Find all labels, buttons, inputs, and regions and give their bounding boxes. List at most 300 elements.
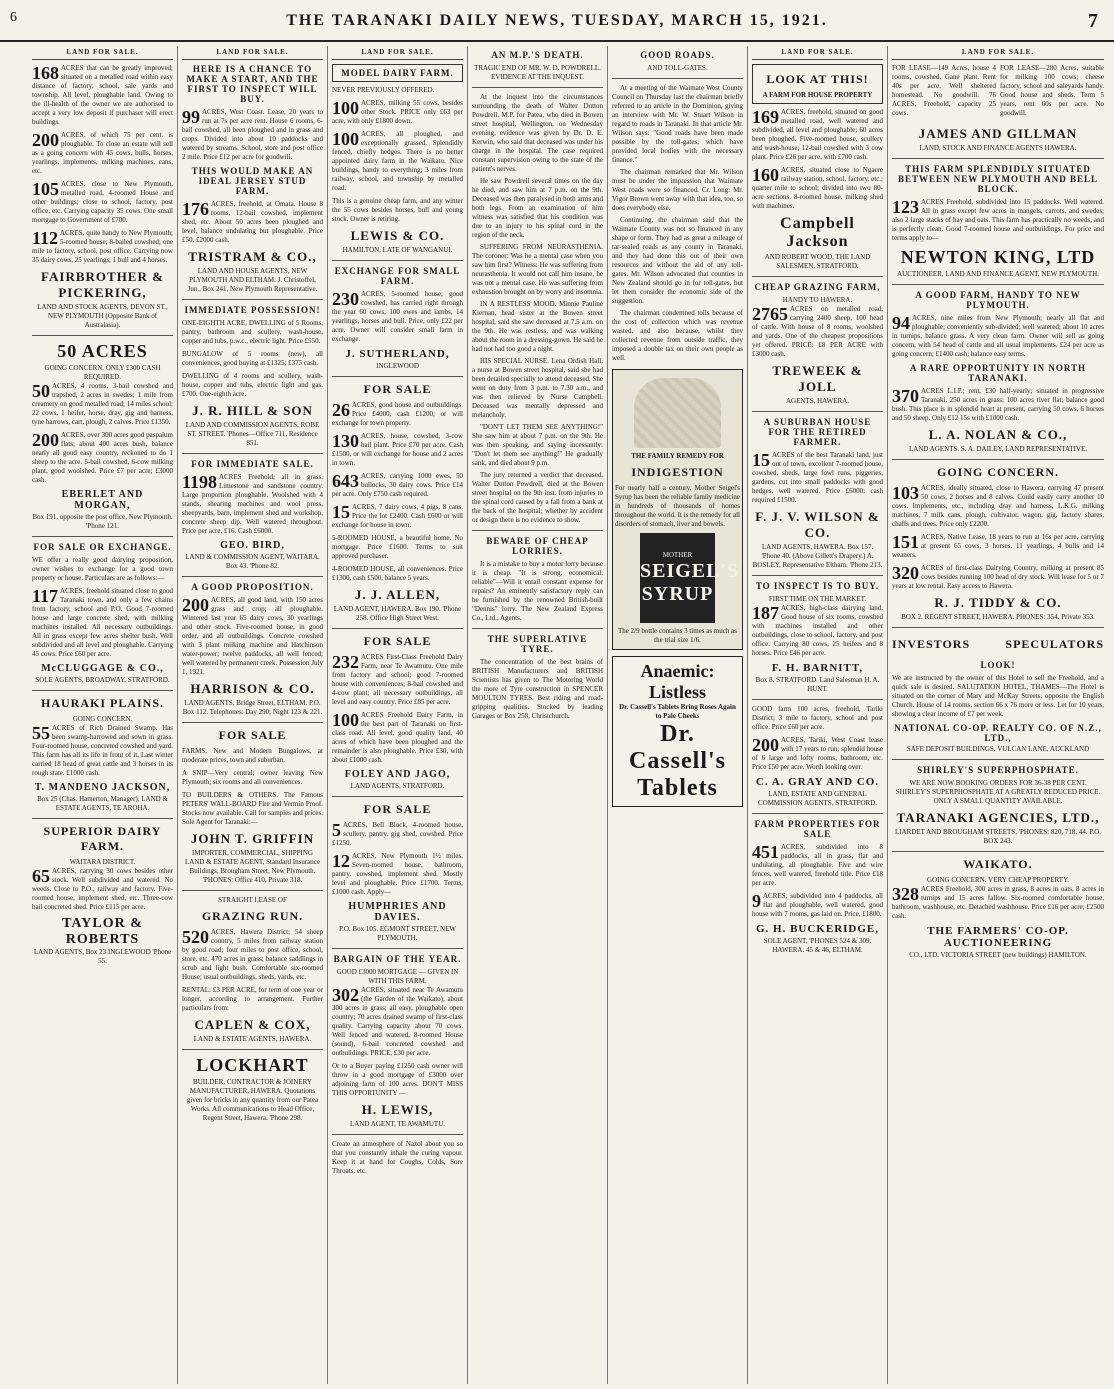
acreage: 187 xyxy=(752,603,779,623)
agent-name: F. J. V. WILSON & CO. xyxy=(755,509,880,540)
listing-text: ACRES, quite handy to New Plymouth; 5-roomed house; 8-bailed cowshed; one mile to factory, school, post office. Carrying now 35 dairy cows, 25 yearlings, 1 bull and 4 horses. xyxy=(32,229,173,264)
section-heading: IMMEDIATE POSSESSION! xyxy=(184,305,321,315)
column-2 xyxy=(178,46,328,1384)
agent-name: TREWEEK & JOLL xyxy=(772,363,863,394)
section-heading: THIS FARM SPLENDIDLY SITUATED BETWEEN NEW PLYMOUTH AND BELL BLOCK. xyxy=(897,164,1099,194)
acreage: 200 xyxy=(32,130,59,150)
listing xyxy=(332,401,463,428)
acreage: 520 xyxy=(182,927,209,947)
listing xyxy=(752,305,883,359)
listing-text: ACRES, Native Lease, 18 years to run at 16s per acre, carrying at present 65 cows, 3 horses, 11 yearlings, 4 bulls and 14 weaners. xyxy=(892,533,1104,559)
listing xyxy=(332,503,463,530)
acreage: 9 xyxy=(752,891,761,911)
acreage: 370 xyxy=(892,386,919,406)
acreage: 232 xyxy=(332,652,359,672)
section-heading: HAURAKI PLAINS. xyxy=(40,696,164,710)
agent-name: J. J. ALLEN, xyxy=(354,587,441,602)
acreage: 94 xyxy=(892,313,910,333)
acreage: 117 xyxy=(32,586,59,606)
section-heading: A GOOD PROPOSITION. xyxy=(191,582,314,592)
listing-text: ACRES L.I.P.; rent, £30 half-yearly; situated in progressive Taranaki. 250 acres in grass; 100 acres river flat; balance good bush. This place is in splendid heart at present, carrying 50 cows, 6 horses and 50 sheep. Only £12 15s with £1000 cash. xyxy=(892,387,1104,422)
listing xyxy=(32,431,173,485)
listing-text: ACRES, ideally situated, close to Hawera, carrying 47 present 50 cows, 2 horses and 8 calves. Could easily carry another 10 cows. Implements, etc., including dray and harness, L.K.G. milking machines, 7 milk cans, plough, cultivator, wagon, gig, factory shares, chaffs and trees. Price only £2200. xyxy=(892,484,1104,528)
divider xyxy=(752,575,883,576)
listing-text: ACRES, good house and outbuildings. Price £4000, cash £1200, or will exchange for town property. xyxy=(332,401,463,427)
column-6 xyxy=(748,46,888,1384)
section-heading: FOR SALE xyxy=(363,634,432,648)
acreage: 103 xyxy=(892,483,919,503)
section-heading: SUPERIOR DAIRY FARM. xyxy=(43,824,162,853)
agent-details: LAND AGENTS, HAWERA. Box 157. 'Phone 40. (Above Gillett's Drapery.) A. BOSLEY, Representative Eltham. 'Phone 213. xyxy=(752,543,883,569)
divider xyxy=(32,690,173,691)
page-number: 7 xyxy=(1088,10,1098,32)
columns xyxy=(28,46,1108,1384)
section-subheading: GOOD £3000 MORTGAGE — GIVEN IN WITH THIS FARM. xyxy=(336,968,459,985)
feature-subheading: GOING CONCERN. ONLY £300 CASH REQUIRED. xyxy=(44,364,161,381)
column-4-article xyxy=(468,46,608,1384)
agent-details: Box 8, STRATFORD. Land Salesman H. A. HUNT. xyxy=(755,676,880,693)
divider xyxy=(752,699,883,700)
article-headline: GOOD ROADS. xyxy=(640,50,715,60)
divider xyxy=(182,576,323,577)
divider xyxy=(32,536,173,537)
banner-subheading: A FARM FOR HOUSE PROPERTY xyxy=(762,91,873,99)
section-subheading: HANDY TO HAWERA. xyxy=(782,296,853,304)
acreage: 643 xyxy=(332,471,359,491)
article-paragraph: He saw Powdrell several times on the day he died, and saw him at 7 p.m. on the 9th. Deceased was then paralysed in both arms and both legs. From an examination of him witness was satisfied that his condition was due to an injury to his spinal cord in the region of the neck. xyxy=(472,177,603,239)
listing-text: GOOD farm 100 acres, freehold, Tariki District; 3 mile to factory, school and post office. Price £60 per acre. xyxy=(752,705,883,731)
section-subheading: GOING CONCERN. VERY CHEAP PROPERTY. xyxy=(927,876,1069,884)
agent-details: HAMILTON, LATE OF WANGANUI. xyxy=(342,246,453,254)
acreage: 151 xyxy=(892,532,919,552)
listing xyxy=(32,180,173,225)
agent-name: TAYLOR & ROBERTS xyxy=(62,916,143,947)
listing xyxy=(752,736,883,772)
article-paragraph: HIS SPECIAL NURSE. Lena Ordish Hall, a nurse at Bowen street hospital, said she had been detailed specially to attend deceased. She went on duty from 3 p.m. to 7.30 a.m., and was then relieved by Nurse Campbell. Deceased was mentally depressed and melancholy. xyxy=(472,357,603,419)
section-heading: CHEAP GRAZING FARM, xyxy=(754,282,881,292)
listing xyxy=(892,484,1104,529)
section-heading: FOR SALE xyxy=(218,728,287,742)
article-paragraph: IN A RESTLESS MOOD. Minnie Pauline Kiernan, head sister at the Bowen street hospital, said she saw deceased at 7.5 a.m. on the 9th. He was restless, and was walking about the room in a dressing-gown. He said he had not had too good a night. xyxy=(472,300,603,353)
acreage: 230 xyxy=(332,289,359,309)
agent-name: JAMES AND GILLMAN xyxy=(918,126,1078,141)
masthead-left-mark: 6 xyxy=(10,10,17,25)
listing-text: ACRES Freehold, subdivided into 15 paddocks. Well watered. All in grass except few acres in mangels, carrots, and swedes; also 2 large stacks of hay and oats. This farm has practically no weeds, and is perfectly clean. Good 7-roomed house and outbuildings. For price and terms apply to— xyxy=(892,198,1104,242)
listing xyxy=(892,564,1104,591)
acreage: 200 xyxy=(752,735,779,755)
listing-text: FARMS, New and Modern Bungalows, at moderate prices, town and suburban. xyxy=(182,747,323,764)
lease-listings xyxy=(892,64,1104,122)
section-heading: FARM PROPERTIES FOR SALE xyxy=(754,819,881,839)
agent-details: LAND AGENTS, Box 23 INGLEWOOD 'Phone 55. xyxy=(33,948,172,965)
listing-text: ACRES, close to New Plymouth, metalled road, 4-roomed House and other buildings; close to school, factory, post office, etc. Carrying capacity 35 cows. One small mortgage to Government of £700. xyxy=(32,180,173,224)
listing-text: ACRES, Hawera District; 54 sheep country, 5 miles from railway station by good road; four miles to post office, school, store, etc. 470 acres in grass; balance saddlings in scrub and light bush. Comfortable six-roomed House; usual outbuildings, sheds, yards, etc. xyxy=(182,928,323,981)
divider xyxy=(472,628,603,629)
divider xyxy=(182,1049,323,1050)
section-heading: GOING CONCERN. xyxy=(936,465,1059,479)
agent-details: CO., LTD. VICTORIA STREET (new buildings) HAMILTON. xyxy=(909,951,1087,959)
agent-name: LOCKHART xyxy=(196,1055,309,1075)
agent-details: SOLE AGENTS, BROADWAY, STRATFORD. xyxy=(35,676,170,684)
agent-details: AUCTIONEER, LAND AND FINANCE AGENT, NEW PLYMOUTH. xyxy=(897,270,1099,278)
divider xyxy=(332,948,463,949)
section-heading: SPECULATORS xyxy=(1005,637,1104,651)
listing xyxy=(182,200,323,245)
acreage: 50 xyxy=(32,381,50,401)
agent-name: LEWIS & CO. xyxy=(350,228,445,243)
acreage: 200 xyxy=(182,595,209,615)
article-paragraph: SUFFERING FROM NEURASTHENIA. The coroner: Was he a mental case when you saw him first? Witness: He was suffering from neurasthenia. It would not call him insane, he was not a mental case. He was suffering from exhaustion brought on by worry and insomnia. xyxy=(472,243,603,296)
banner: HERE IS A CHANCE TO MAKE A START, AND THE FIRST TO INSPECT WILL BUY. xyxy=(186,64,319,104)
agent-details: BUILDER, CONTRACTOR & JOINERY MANUFACTURER, HAWERA. Quotations given for bricks in any quantity from our Patea Works. All communications to Head Office, Regent Street, Hawera. 'Phone 298. xyxy=(186,1078,319,1122)
agent-details: LAND, ESTATE AND GENERAL COMMISSION AGENTS, STRATFORD. xyxy=(757,790,878,807)
banner-box xyxy=(752,64,883,104)
listing xyxy=(32,229,173,265)
seigels-syrup-advert xyxy=(612,369,743,650)
section-subheading: LOOK! xyxy=(980,660,1016,670)
agent-details: BOX 2. REGENT STREET, HAWERA. PHONES: 354, Private 353. xyxy=(901,613,1095,621)
agent-name: J. SUTHERLAND, xyxy=(345,348,450,360)
divider xyxy=(332,1134,463,1135)
divider xyxy=(892,851,1104,852)
agent-details: IMPORTER, COMMERCIAL, SHIPPING LAND & ESTATE AGENT, Standard Insurance Buildings, Brougham Street, New Plymouth. 'PHONES: Office 410, Private 318. xyxy=(184,849,320,884)
listing xyxy=(332,986,463,1058)
advert-subheadline: Dr. Cassell's Tablets Bring Roses Again to Pale Cheeks xyxy=(619,703,736,720)
listing-text: ACRES, situated close to Ngaere railway station, school, factory, etc.; quarter mile to school; divided into two 80-acre sections. 8-roomed house, milking shed with machines. xyxy=(752,166,883,210)
acreage: 168 xyxy=(32,63,59,83)
article-headline: BEWARE OF CHEAP LORRIES. xyxy=(486,536,589,556)
section-heading: FOR IMMEDIATE SALE. xyxy=(191,459,314,469)
section-heading: A RARE OPPORTUNITY IN NORTH TARANAKI. xyxy=(909,363,1087,383)
agent-name: JOHN T. GRIFFIN xyxy=(190,831,315,846)
agent-details: AGENTS, HAWERA. xyxy=(785,397,850,405)
advert-title: THE FAMILY REMEDY FOR xyxy=(631,452,724,460)
acreage: 26 xyxy=(332,400,350,420)
acreage: 451 xyxy=(752,842,779,862)
listing xyxy=(752,451,883,505)
listing xyxy=(332,852,463,897)
agent-details: Box 25 (Chas. Hamerton, Manager), LAND & ESTATE AGENTS, TE AROHA. xyxy=(37,795,168,812)
listing xyxy=(32,382,173,427)
listing-text: 4-ROOMED HOUSE, all conveniences. Price £1300, cash £500, balance 5 years. xyxy=(332,565,463,582)
listing-text: ACRES Freehold Dairy Farm, in the best part of Taranaki on first-class road. All level, good quality land, 40 acres of which have been ploughed and the remainder is also ploughable. Price £30, with about £1000 cash. xyxy=(332,711,463,764)
listing-text: ACRES, Bell Block, 4-roomed house, scullery, pantry, gig shed, cowshed. Price £1250. xyxy=(332,821,463,847)
divider xyxy=(332,628,463,629)
listing xyxy=(332,472,463,499)
column-heading: LAND FOR SALE. xyxy=(892,46,1104,60)
listing xyxy=(892,533,1104,560)
listing-text: ACRES, milking 55 cows, besides other Stock. PRICE only £63 per acre, with only £1800 down. xyxy=(332,99,463,125)
acreage: 200 xyxy=(32,430,59,450)
acreage: 5 xyxy=(332,820,341,840)
listing-text: ACRES, all ploughed, and exceptionally grassed. Splendidly fenced, chiefly hedges. There is no better appointed dairy farm in the Waikato. Nice buildings, handy to everything; 3 miles from railway, school, and township by metalled road. xyxy=(332,130,463,192)
column-1 xyxy=(28,46,178,1384)
divider xyxy=(182,299,323,300)
divider xyxy=(182,890,323,891)
article-paragraph: The concentration of the best brains of BRITISH Manufacturers and BRITISH Scientists has given to The Motoring World the more of Tyre construction in SPENCER MOULTON TYRES. Best riding and road-gripping qualities. Stocked by leading Garages or Box 258, Christchurch. xyxy=(472,658,603,720)
acreage: 176 xyxy=(182,199,209,219)
agent-details: SAFE DEPOSIT BUILDINGS, VULCAN LANE, AUCKLAND xyxy=(906,745,1090,753)
agent-name: TRISTRAM & CO., xyxy=(188,249,317,264)
agent-name: HARRISON & CO. xyxy=(190,681,315,696)
acreage: 99 xyxy=(182,107,200,127)
acreage: 320 xyxy=(892,563,919,583)
article-headline: AN M.P.'S DEATH. xyxy=(491,50,584,60)
agent-name: F. H. BARNITT, xyxy=(771,662,864,674)
agent-details: LAND AGENTS, Bridge Street, ELTHAM. P.O. Box 112. Telephones: Day 290; Night 123 & 221. xyxy=(182,699,323,716)
listing-text: ACRES, freehold, situated on good metalled road, well watered and subdivided, all level and ploughable; 60 acres been ploughed. Five-roomed house, scullery and wash-house; 12-bail cowshed with 3 cow plant. Price £26 per acre, with £700 cash. xyxy=(752,108,883,161)
agent-name: McCLUGGAGE & CO., xyxy=(41,663,164,674)
column-5 xyxy=(608,46,748,1384)
acreage: 328 xyxy=(892,884,919,904)
section-subheading: WE ARE NOW BOOKING ORDERS FOR 36-38 PER CENT. SHIRLEY'S SUPERPHOSPHATE AT A GREATLY REDUCED PRICE. ONLY A SMALL QUANTITY AVAILABLE. xyxy=(895,779,1101,805)
agent-name: L. A. NOLAN & CO., xyxy=(928,427,1068,442)
listing-text: ACRES that can be greatly improved; situated on a metalled road within easy distance of factory, school, sale yards and township. All level, ploughable land. Owing to the ill-health of the owner we are authorised to accept a very low deposit if purchaser will erect buildings. xyxy=(32,64,173,126)
listing xyxy=(32,724,173,778)
article-paragraph: "DON'T LET THEM SEE ANYTHING!" She saw him at about 7 p.m. on the 9th. He was then speaking, and saying incessantly: "Don't let them see anything!" He gradually sank, and died about 9 p.m. xyxy=(472,423,603,467)
column-heading: LAND FOR SALE. xyxy=(182,46,323,60)
dr-cassells-advert xyxy=(612,656,743,807)
section-heading: MODEL DAIRY FARM. xyxy=(332,64,463,82)
acreage: 65 xyxy=(32,866,50,886)
acreage: 169 xyxy=(752,107,779,127)
agent-name: R. J. TIDDY & CO. xyxy=(934,595,1062,610)
agent-details: LAND AGENT, TE AWAMUTU. xyxy=(349,1120,446,1128)
agent-details: LAND AND STOCK AGENTS, DEVON ST., NEW PLYMOUTH (Opposite Bank of Australasia). xyxy=(37,303,168,329)
section-subheading: STRAIGHT LEASE OF xyxy=(218,896,287,904)
agent-name: NEWTON KING, LTD xyxy=(900,247,1096,267)
divider xyxy=(892,627,1104,628)
listing-text: ACRES, subdivided into 8 paddocks, all in grass, flat and undulating, all ploughable. Five and wire fences, well watered, freehold title. Price £18 per acre. xyxy=(752,843,883,887)
listing-text: ACRES, nine miles from New Plymouth; nearly all flat and ploughable; conveniently sub-divided; well watered; about 10 acres in turnips, balance grass. A very clean farm. Owner will sell as going concern, with 54 head of cattle and all usual implements. £24 per acre as going concern; £1400 cash; balance easy terms. xyxy=(892,314,1104,358)
divider xyxy=(752,276,883,277)
acreage: 112 xyxy=(32,228,59,248)
agent-name: FAIRBROTHER & PICKERING, xyxy=(41,269,164,300)
agent-name: T. MANDENO JACKSON, xyxy=(34,782,171,793)
listing-text: ACRES Freehold; all in grass. Limestone and sandstone country. Large proportion ploughable. Woolshed with 4 stands, shearing machines and wool press, sheepyards, barn, implement shed and workshop, concrete sheep dip. Well watered throughout. Price per acre, £16. Cash £6000. xyxy=(182,473,323,535)
acreage: 1198 xyxy=(182,472,218,492)
section-subheading: GOING CONCERN. xyxy=(72,715,133,723)
divider xyxy=(332,260,463,261)
agent-name: G. H. BUCKERIDGE, xyxy=(755,923,880,935)
acreage: 2765 xyxy=(752,304,788,324)
masthead xyxy=(0,0,1114,42)
agent-name: Campbell Jackson xyxy=(780,215,855,250)
divider xyxy=(892,284,1104,285)
note: This is a genuine cheap farm, and any winter the 55 cows besides horses, bull and young stock. Owner is retiring. xyxy=(332,197,463,223)
listing xyxy=(332,653,463,707)
listing xyxy=(752,604,883,658)
section-heading: TO INSPECT IS TO BUY. xyxy=(755,581,880,591)
column-heading: LAND FOR SALE. xyxy=(32,46,173,60)
listing xyxy=(332,290,463,344)
article-subhead: AND TOLL-GATES. xyxy=(647,64,708,72)
listing-text: ACRES, all good land, with 150 acres grass and crop; all ploughable. Wintered last year 65 dairy cows, 30 yearlings and other stock. Five-roomed house, in good order, and all outbuildings. Concrete cowshed with 3 plant milking machine and Hatchinson water-power; twelve paddocks, all well fenced; well watered by permanent creek. Possession July 1, 1921. xyxy=(182,596,323,676)
divider xyxy=(332,376,463,377)
divider xyxy=(182,453,323,454)
section-subheading: FIRST TIME ON THE MARKET. xyxy=(768,595,867,603)
listing xyxy=(182,108,323,162)
listing-text: BUNGALOW of 5 rooms (new), all conveniences, good buying at £1325; £375 cash. xyxy=(182,350,323,367)
section-heading: FOR SALE xyxy=(363,382,432,396)
acreage: 100 xyxy=(332,98,359,118)
listing xyxy=(332,432,463,468)
agent-name: TARANAKI AGENCIES, LTD., xyxy=(896,810,1100,825)
acreage: 12 xyxy=(332,851,350,871)
section-heading: BARGAIN OF THE YEAR. xyxy=(333,954,462,964)
section-heading: FOR SALE xyxy=(363,802,432,816)
listing xyxy=(332,711,463,765)
note: Or to a Buyer paying £1250 cash owner will throw in a good mortgage of £3000 over adjoining farm of 100 acres. DON'T MISS THIS OPPORTUNITY — xyxy=(332,1062,463,1097)
divider xyxy=(472,530,603,531)
listing xyxy=(182,473,323,536)
acreage: 15 xyxy=(332,502,350,522)
listing xyxy=(752,843,883,888)
agent-details: LAND & COMMISSION AGENT, WAITARA. Box 43. 'Phone 82. xyxy=(185,553,320,570)
article-paragraph: The chairman condemned tolls because of the cost of collection which was revenue wasted, and also because, whilst they collected revenue from outside traffic, they imposed a double tax on their own people as well. xyxy=(612,309,743,362)
agent-name: FOLEY AND JAGO, xyxy=(344,769,451,780)
article-subhead: EVIDENCE AT THE INQUEST. xyxy=(491,73,584,81)
agent-name: EBERLET AND MORGAN, xyxy=(61,489,144,511)
agent-details: Box 191, opposite the post office, New Plymouth. 'Phone 121. xyxy=(32,513,173,530)
listing-text: ACRES, 7 dairy cows, 4 pigs, 8 cans. Price the lot £2400. Cash £600 or will exchange for house in town. xyxy=(332,503,463,529)
feature-heading: 50 ACRES xyxy=(57,341,148,361)
bottle-label xyxy=(640,533,740,623)
column-7 xyxy=(888,46,1108,1384)
listing-text: ACRES, New Plymouth 1½ miles. Seven-roomed house, bathroom, pantry, cowshed, implement shed. Mostly level and ploughable. Price £1700. Terms, £1000 cash. Apply— xyxy=(332,852,463,896)
section-heading: INVESTORS xyxy=(892,637,971,651)
advert-headline: Anaemic: xyxy=(640,661,715,681)
listing xyxy=(182,928,323,982)
listing-text: ACRES, of which 75 per cent. is ploughable. To close an estate will sell as a going concern with 45 cows, bulls, horses, yearlings, implements, milking machines, cans, etc. xyxy=(32,131,173,175)
agent-details: LAND AGENTS, STRATFORD. xyxy=(350,782,445,790)
listing xyxy=(32,587,173,659)
acreage: 100 xyxy=(332,129,359,149)
divider xyxy=(752,411,883,412)
advert-footer: The 2/9 bottle contains 3 times as much as the trial size 1/6. xyxy=(618,627,737,644)
article-paragraph: At a meeting of the Waimate West County Council on Thursday last the chairman briefly referred to an article in the Dominion, giving an interview with Mr. W. Stuart Wilson in regard to roads in Taranaki. In that article Mr. Wilson says: "Good roads have been made possible by the toll-gates, which have provided local bodies with the necessary finance." xyxy=(612,84,743,164)
advert-text: For nearly half a century, Mother Seigel's Syrup has been the reliable family medicine in hundreds of thousands of homes throughout the world. It is the remedy for all disorders of stomach, liver and bowels. xyxy=(615,484,740,528)
agent-name: GEO. BIRD, xyxy=(220,540,285,551)
divider xyxy=(892,158,1104,159)
section-heading: EXCHANGE FOR SMALL FARM. xyxy=(334,266,461,286)
listing-text: ACRES, West Coast. Lease, 20 years to run at 7s per acre rent. House 6 rooms, 6-bail cowshed, all been ploughed and in grass and crops. Divided into about 10 paddocks and watered by streams. School, store and post office 2 mile. Price £12 per acre for goodwill. xyxy=(182,108,323,161)
listing xyxy=(332,99,463,126)
agent-name: THE FARMERS' CO-OP. AUCTIONEERING xyxy=(927,925,1069,949)
listing xyxy=(892,314,1104,359)
listing-text: ACRES of the best Taranaki land, just out of town, excellent 7-roomed house, cowshed, sheds, large fowl runs, piggeries, gardens, cut into small paddocks with good hedges, well watered. Price £6000; cash required £1500. xyxy=(752,451,883,504)
agent-name: J. R. HILL & SON xyxy=(192,403,313,418)
article-paragraph: The chairman remarked that Mr. Wilson must be under the impression that Waimate West roads were so financed. Cr. Long: Mr. Vigor Brown went away with that idea, too, so does everybody else. xyxy=(612,168,743,212)
listing-text: FOR LEASE—149 Acres, house 4 rooms, cowshed, Gane plant. Rent 40s per acre. Well sheltered homestead. No goodwill. 76 ACRES, Freehold, capacity 25 cows. xyxy=(892,64,996,117)
divider xyxy=(472,87,603,88)
agent-details: LAND AND COMMISSION AGENTS, ROBE ST. STREET. 'Phones—Office 711, Residence 851. xyxy=(185,421,320,447)
acreage: 15 xyxy=(752,450,770,470)
acreage: 123 xyxy=(892,197,919,217)
listing-text: ACRES Freehold, 300 acres in grass, 8 acres in oats, 8 acres in turnips and 15 acres fallow. Six-roomed comfortable house, bathroom, washhouse, etc. Detached washhouse. Price £16 per acre; £2500 cash. xyxy=(892,885,1104,920)
agent-name: HUMPHRIES AND DAVIES. xyxy=(348,901,447,923)
listing xyxy=(892,387,1104,423)
listing xyxy=(32,64,173,127)
divider xyxy=(752,813,883,814)
listing-text: ACRES, 4 rooms, 3-bail cowshed and trapshed, 2 acres in swedes; 1 mile from creamery on good metalled road; 14 miles school; 22 cows, 1 heifer, horse, dray, gig and harness, tyne harrows, cart, plough, 2 calves. Price £1350. xyxy=(32,382,173,426)
agent-name: CAPLEN & COX, xyxy=(194,1017,311,1032)
listing xyxy=(182,596,323,677)
acreage: 302 xyxy=(332,985,359,1005)
listing-text: FOR LEASE—280 Acres, suitable for milking 100 cows; cheese factory, school and saleyards handy. Good house and sheds. Term 5 years, rent 60s per acre. No goodwill. xyxy=(1000,64,1104,117)
advert-headline: Listless xyxy=(648,682,706,702)
section-heading: FOR SALE OR EXCHANGE. xyxy=(33,542,172,552)
article-paragraph: The jury returned a verdict that deceased, Walter Dutton Powdrell, died at the Bowen street hospital on the 9th inst. from injuries to the spinal cord caused by a fall from a bank at the back of the hospital; whether by accident or design there is no evidence to show. xyxy=(472,471,603,524)
listing-text: ACRES, high-class dairying land. Good house of six rooms, cowshed with machines installed and other outbuildings, close to school, factory, and post office. Carrying 80 cows, 25 heifers and 8 horses. Price £46 per acre. xyxy=(752,604,883,657)
listing xyxy=(752,108,883,162)
acreage: 100 xyxy=(332,710,359,730)
divider xyxy=(182,722,323,723)
brand-name: Dr. Cassell's xyxy=(628,721,726,774)
listing xyxy=(32,867,173,912)
listing-text: ACRES, freehold, at Omata. House 8 rooms, 12-bail cowshed, implement shed, etc. About 50 acres been ploughed and level, balance undulating but ploughable. Price £50, £2000 cash. xyxy=(182,200,323,244)
listing xyxy=(892,198,1104,243)
section-heading: GRAZING RUN. xyxy=(201,909,304,923)
listing xyxy=(892,885,1104,921)
article-paragraph: It is a mistake to buy a motor lorry because it is cheap. "It is strong, economical, reliable"—Will it entail constant expense for repairs? An eminently satisfactory reply can be furnished by the renowned British-built "Dennis" lorry. The New Zealand Express Co., Ltd., Agents. xyxy=(472,560,603,622)
listing-text: NEVER PREVIOUSLY OFFERED. xyxy=(332,86,435,94)
listing-text: ONE-EIGHTH ACRE, DWELLING of 5 Rooms, pantry, bathroom and scullery, wash-house, copper and tubs, p.w.c., electric light. Price £550. xyxy=(182,319,323,345)
listing-text: ACRES, carrying 1000 ewes, 50 bullocks, 30 dairy cows. Price £14 per acre. Only £750 cash required. xyxy=(332,472,463,498)
agent-details: LAND AGENT, HAWERA. Box 190. 'Phone 258. Office High Street West. xyxy=(333,605,462,622)
acreage: 105 xyxy=(32,179,59,199)
section-subheading: WAITARA DISTRICT. xyxy=(69,858,136,866)
brand-line: MOTHER xyxy=(662,550,693,559)
listing-text: ACRES of first-class Dairying Country, milking at present 85 cows besides running 100 head of dry stock. Will lease for 5 or 7 years at low rental. Easy access to Hawera. xyxy=(892,564,1104,590)
divider xyxy=(32,818,173,819)
listing-text: ACRES, carrying 30 cows besides other stock. Well subdivided and watered. No weeds. Close to P.O., railway and factory. Five-roomed house, implement shed, etc. Three-cow bail concreted shed. Price £115 per acre. xyxy=(32,867,173,911)
masthead-title: THE TARANAKI DAILY NEWS, TUESDAY, MARCH 15, 1921. xyxy=(286,12,828,29)
listing-text: ACRES First-Class Freehold Dairy Farm, near Te Awamutu. One mile from factory and school; good 7-roomed house with conveniences; 8-bail cowshed and 4-cow plant; all necessary outbuildings, all level and easy country. Price £85 per acre. xyxy=(332,653,463,706)
listing-text: ACRES, freehold situated close to good Taranaki town, and only a few chains from factory, school and P.O. Good 7-roomed house and large concrete shed, with milking machines installed. All necessary outbuildings. All in grass except few acres shelter bush. Well subdivided and all level and ploughable. Carrying 45 cows. Price £60 per acre. xyxy=(32,587,173,658)
listing-text: ACRES, house, cowshed, 3-cow bail plant. Price £70 per acre. Cash £1500, or will exchange for house and 2 acres in town. xyxy=(332,432,463,467)
acreage: 160 xyxy=(752,165,779,185)
agent-details: INGLEWOOD xyxy=(376,362,419,370)
agent-details: LAND AGENTS. S. A. DAILEY, LAND REPRESENTATIVE. xyxy=(908,445,1087,453)
column-heading: LAND FOR SALE. xyxy=(332,46,463,60)
listing-text: A SNIP—Very central; owner leaving New Plymouth; six rooms and all conveniences. xyxy=(182,769,323,786)
article-headline: THE SUPERLATIVE TYRE. xyxy=(487,634,588,654)
listing-intro: WE offer a really good dairying proposition, owner wishes to exchange for a good town property or house. Particulars are as follows:— xyxy=(32,556,173,582)
article-paragraph: At the inquest into the circumstances surrounding the death of Walter Dutton Powdrell, M.P. for Patea, who died in Bowen street hospital, Wellington, on Wednesday evening, evidence was given by Dr. D. E. Kerwin, who said that deceased was under his charge in the hospital. The case required constant supervision owing to the state of the patient's nerves. xyxy=(472,93,603,173)
agent-details: LIARDET AND BROUGHAM STREETS, 'PHONES: 820, 718, 44. P.O. BOX 243. xyxy=(894,828,1102,845)
agent-details: LAND, STOCK AND FINANCE AGENTS HAWERA. xyxy=(919,144,1077,152)
column-3 xyxy=(328,46,468,1384)
listing xyxy=(752,166,883,211)
agent-details: LAND AND HOUSE AGENTS, NEW PLYMOUTH AND ELTHAM. J. Christoffel, Jun., Box 241, New Plymouth Representative. xyxy=(187,267,318,293)
listing xyxy=(332,821,463,848)
brand-name: SEIGEL'S xyxy=(640,559,740,582)
divider xyxy=(892,759,1104,760)
listing xyxy=(332,130,463,193)
article-subhead: TRAGIC END OF MR. W. D. POWDRELL. xyxy=(474,64,601,72)
listing xyxy=(752,892,883,919)
acreage: 55 xyxy=(32,723,50,743)
brand-product: SYRUP xyxy=(641,582,714,605)
brand-product: Tablets xyxy=(637,775,718,801)
agent-details: SOLE AGENT, 'PHONES 524 & 309, HAWERA. 45 & 46, ELTHAM. xyxy=(763,937,872,954)
acreage: 130 xyxy=(332,431,359,451)
article-paragraph: Continuing, the chairman said that the Waimate County was not so financed in any shape or form. They had as great a mileage of tar-sealed roads as any county in Taranaki, and they had done this out of their own resources and without the aid of any toll-gates. Mr. Wilson advocated that counties in New Zealand should go in for toll-gates, but let them consider the economic side of the suggestion. xyxy=(612,216,743,305)
agent-name: NATIONAL CO-OP. REALTY CO. OF N.Z., LTD., xyxy=(894,723,1102,743)
listing-text: ACRES, over 300 acres good paspalum flats; about 400 acres bush, balance nearly all good easy country, reckoned to do 1 sheep to the acre. 5-bail cowshed, 6-cow milking plant, good woolshed. Price £7 per acre; £3000 cash. xyxy=(32,431,173,484)
advert-text: Create an atmosphere of Nazol about you so that you constantly inhale the curing vapour. Keep it at hand for Coughs, Colds, Sore Throats, etc. xyxy=(332,1140,463,1175)
